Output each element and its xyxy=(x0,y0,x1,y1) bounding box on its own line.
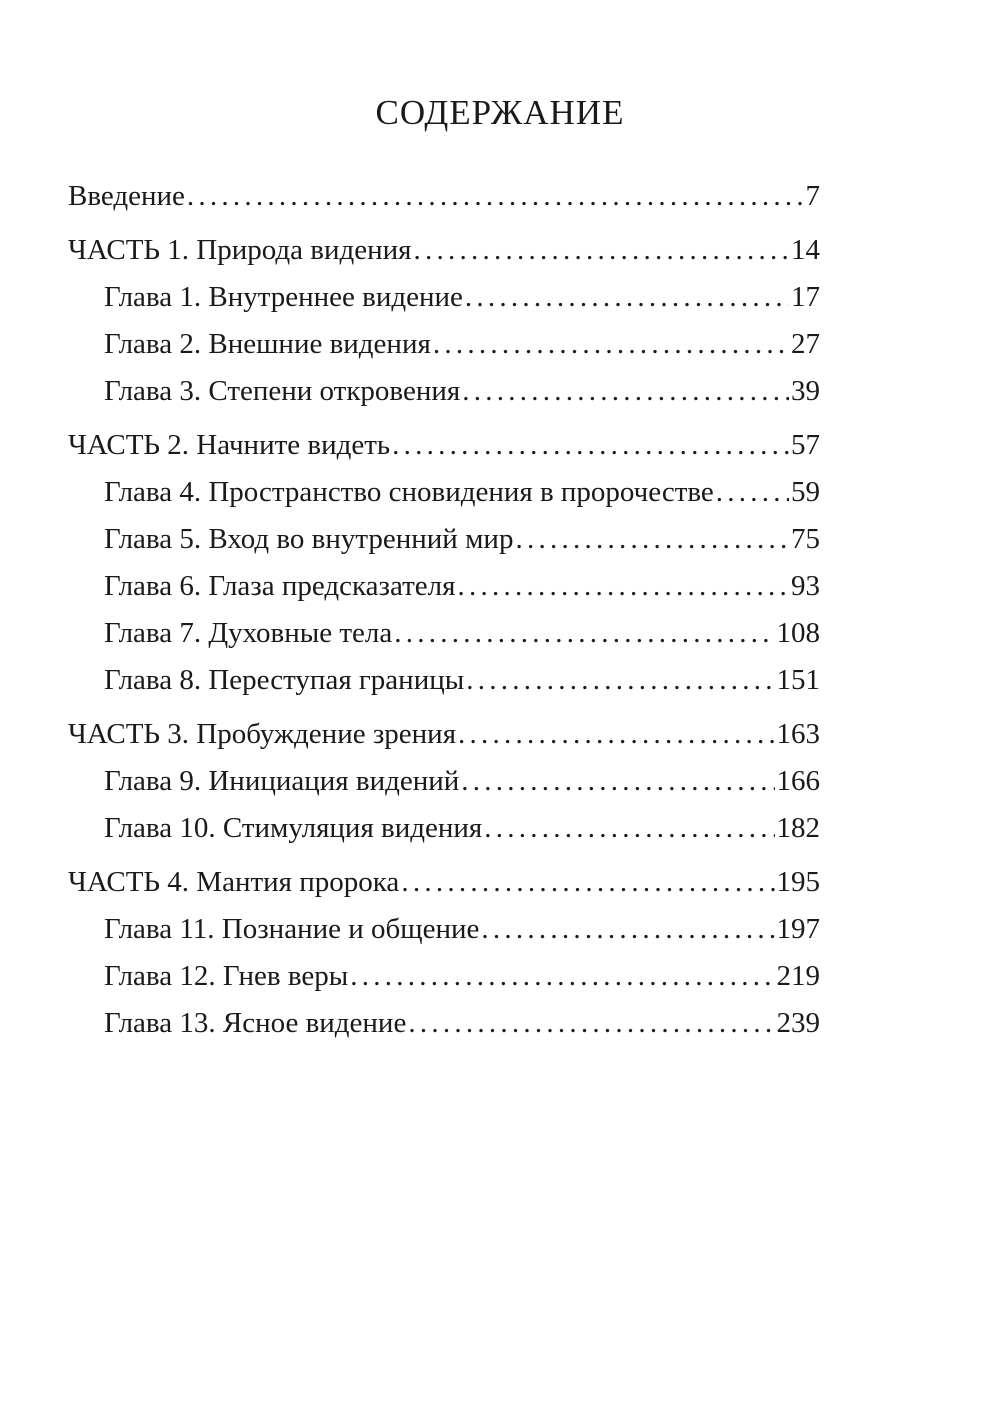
toc-entry-page: 195 xyxy=(776,866,820,898)
toc-entry-chapter-4[interactable] xyxy=(104,472,820,512)
toc-entry-title: ЧАСТЬ 1. Природа видения xyxy=(68,234,412,266)
toc-entry-page: 163 xyxy=(776,718,820,750)
toc-entry-title: Глава 13. Ясное видение xyxy=(104,1007,407,1039)
dot-leader xyxy=(462,371,789,411)
toc-entry-page: 14 xyxy=(791,234,820,266)
toc-entry-page: 75 xyxy=(791,523,820,555)
toc-entry-title: Глава 3. Степени откровения xyxy=(104,375,461,407)
toc-entry-title: Введение xyxy=(68,180,185,212)
page-title: СОДЕРЖАНИЕ xyxy=(375,93,625,132)
dot-leader xyxy=(401,862,774,902)
dot-leader xyxy=(394,613,774,653)
toc-entry-chapter-2[interactable] xyxy=(104,324,820,364)
toc-entry-page: 108 xyxy=(776,617,820,649)
toc-entry-page: 17 xyxy=(791,281,820,313)
toc-entry-title: Глава 9. Инициация видений xyxy=(104,765,460,797)
toc-entry-part-4[interactable] xyxy=(68,862,820,902)
toc-entry-title: Глава 6. Глаза предсказателя xyxy=(104,570,456,602)
toc-entry-title: Глава 8. Переступая границы xyxy=(104,664,465,696)
toc-entry-chapter-6[interactable] xyxy=(104,566,820,606)
toc-entry-page: 7 xyxy=(805,180,820,212)
toc-entry-page: 151 xyxy=(776,664,820,696)
toc-entry-part-1[interactable] xyxy=(68,230,820,270)
toc-entry-chapter-7[interactable] xyxy=(104,613,820,653)
toc-entry-chapter-5[interactable] xyxy=(104,519,820,559)
toc-entry-title: ЧАСТЬ 2. Начните видеть xyxy=(68,429,391,461)
toc-entry-page: 93 xyxy=(791,570,820,602)
dot-leader xyxy=(465,277,789,317)
toc-entry-part-3[interactable] xyxy=(68,714,820,754)
toc-entry-page: 27 xyxy=(791,328,820,360)
toc-entry-chapter-1[interactable] xyxy=(104,277,820,317)
toc-entry-title: Глава 12. Гнев веры xyxy=(104,960,349,992)
toc-entry-title: Глава 1. Внутреннее видение xyxy=(104,281,463,313)
dot-leader xyxy=(457,566,789,606)
toc-entry-title: ЧАСТЬ 4. Мантия пророка xyxy=(68,866,400,898)
toc-entry-page: 39 xyxy=(791,375,820,407)
toc-entry-chapter-9[interactable] xyxy=(104,761,820,801)
toc-entry-title: Глава 4. Пространство сновидения в пророчестве xyxy=(104,476,714,508)
dot-leader xyxy=(716,472,789,512)
toc-entry-introduction[interactable] xyxy=(68,176,820,216)
dot-leader xyxy=(481,909,774,949)
toc-entry-page: 57 xyxy=(791,429,820,461)
dot-leader xyxy=(433,324,789,364)
dot-leader xyxy=(187,176,804,216)
dot-leader xyxy=(484,808,774,848)
toc-entry-title: Глава 7. Духовные тела xyxy=(104,617,393,649)
toc-entry-page: 182 xyxy=(776,812,820,844)
toc-entry-part-2[interactable] xyxy=(68,425,820,465)
toc-entry-page: 59 xyxy=(791,476,820,508)
dot-leader xyxy=(466,660,774,700)
toc-entry-page: 219 xyxy=(776,960,820,992)
toc-entry-title: Глава 10. Стимуляция видения xyxy=(104,812,483,844)
toc-entry-chapter-12[interactable] xyxy=(104,956,820,996)
toc-entry-page: 197 xyxy=(776,913,820,945)
dot-leader xyxy=(392,425,789,465)
toc-entry-chapter-3[interactable] xyxy=(104,371,820,411)
dot-leader xyxy=(461,761,774,801)
toc-entry-chapter-8[interactable] xyxy=(104,660,820,700)
toc-entry-chapter-11[interactable] xyxy=(104,909,820,949)
toc-entry-chapter-10[interactable] xyxy=(104,808,820,848)
toc-entry-title: Глава 2. Внешние видения xyxy=(104,328,431,360)
dot-leader xyxy=(350,956,774,996)
toc-entry-title: ЧАСТЬ 3. Пробуждение зрения xyxy=(68,718,457,750)
toc-entry-page: 166 xyxy=(776,765,820,797)
dot-leader xyxy=(414,230,789,270)
dot-leader xyxy=(458,714,774,754)
toc-entry-title: Глава 11. Познание и общение xyxy=(104,913,480,945)
toc-entry-page: 239 xyxy=(776,1007,820,1039)
dot-leader xyxy=(408,1003,774,1043)
dot-leader xyxy=(515,519,789,559)
toc-entry-title: Глава 5. Вход во внутренний мир xyxy=(104,523,514,555)
toc-entry-chapter-13[interactable] xyxy=(104,1003,820,1043)
